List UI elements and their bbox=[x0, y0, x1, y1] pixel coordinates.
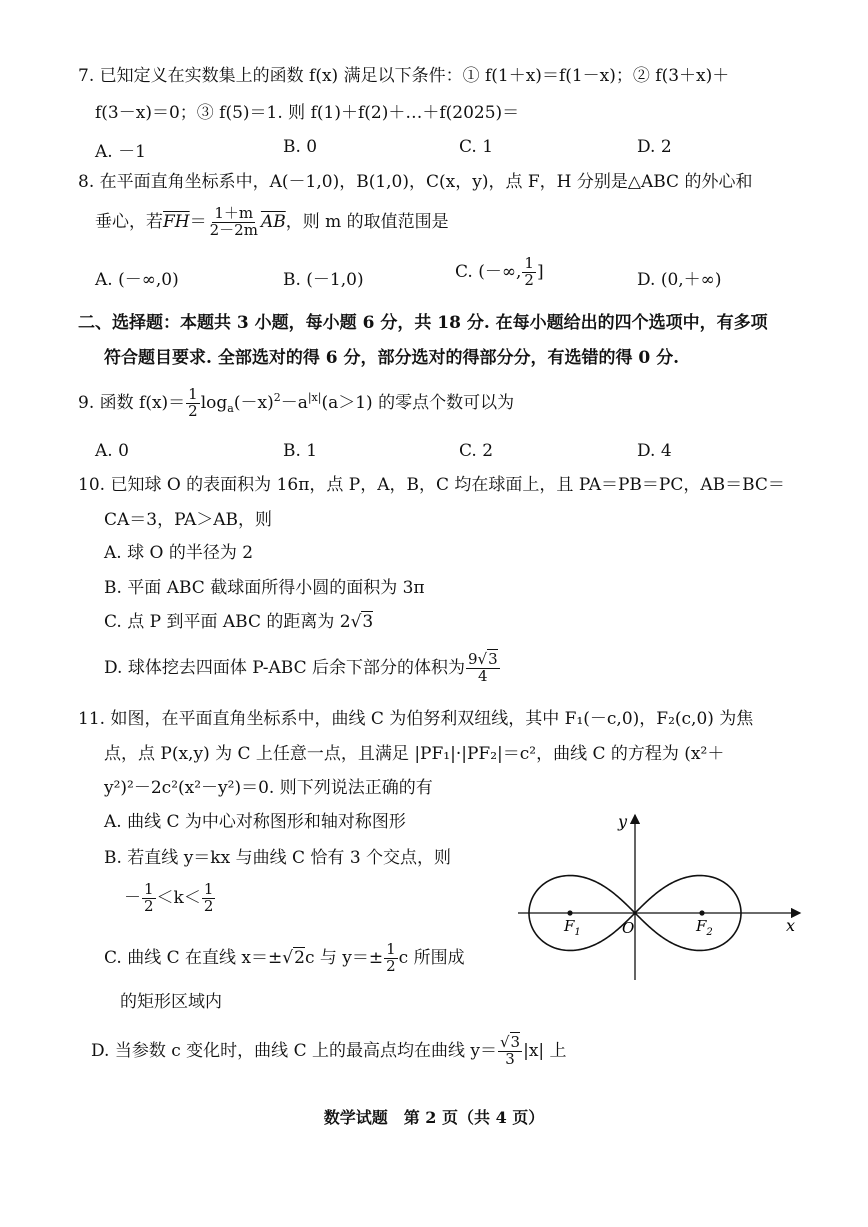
q9-sq: 2 bbox=[273, 391, 281, 405]
q8-option-a: A. (－∞,0) bbox=[95, 270, 179, 290]
focus-f2-sub: 2 bbox=[706, 927, 713, 938]
q10-option-c-radical: √3 bbox=[350, 612, 374, 632]
q10-option-c-text: C. 点 P 到平面 ABC 的距离为 2 bbox=[104, 612, 351, 632]
q11-option-c-text-b: c 与 y＝± bbox=[304, 947, 384, 968]
y-axis-label: y bbox=[618, 812, 628, 831]
page-footer: 数学试题 第 2 页（共 4 页） bbox=[323, 1108, 545, 1127]
q11-option-c-line1 bbox=[104, 942, 465, 975]
section2-line2: 符合题目要求. 全部选对的得 6 分，部分选对的得部分分，有选错的得 0 分. bbox=[104, 348, 680, 368]
q8-option-b: B. (－1,0) bbox=[283, 270, 364, 290]
lemniscate-figure bbox=[510, 805, 810, 990]
q7-line1: 7. 已知定义在实数集上的函数 f(x) 满足以下条件：① f(1＋x)＝f(1－x)；② f(3＋x)＋ bbox=[78, 66, 730, 86]
q11-option-d-frac bbox=[498, 1035, 522, 1068]
q8-option-c-num: 1 bbox=[524, 254, 534, 272]
focus-f1-label bbox=[563, 917, 581, 938]
q8-option-c bbox=[455, 256, 544, 289]
focus-f2-label bbox=[695, 917, 713, 938]
q11-option-d-text-b: |x| 上 bbox=[523, 1040, 567, 1061]
q10-option-d-num-coef: 9 bbox=[467, 650, 478, 668]
q8-frac-num: 1＋m bbox=[214, 204, 254, 222]
q10-option-d bbox=[104, 652, 501, 685]
q10-option-d-num: 9√3 bbox=[467, 650, 498, 668]
q9-suffix: (a＞1) 的零点个数可以为 bbox=[321, 392, 515, 413]
q9-arg: (－x) bbox=[233, 392, 274, 413]
q8-text-b: ，则 m 的取值范围是 bbox=[285, 211, 449, 232]
q11-line3: y²)²－2c²(x²－y²)＝0. 则下列说法正确的有 bbox=[104, 778, 433, 798]
q9-fraction bbox=[186, 387, 200, 420]
q11-option-c-text-c: c 所围成 bbox=[398, 947, 465, 968]
q10-option-b: B. 平面 ABC 截球面所得小圆的面积为 3π bbox=[104, 578, 425, 598]
q8-line2 bbox=[95, 206, 449, 239]
q11-option-c-num: 1 bbox=[386, 940, 396, 958]
q7-option-a: A. －1 bbox=[95, 142, 146, 162]
q8-eq: ＝ bbox=[189, 211, 207, 232]
q11-line1: 11. 如图，在平面直角坐标系中，曲线 C 为伯努利双纽线，其中 F₁(－c,0)，F₂(c,0) 为焦 bbox=[78, 709, 754, 729]
focus-f1-letter: F bbox=[564, 917, 575, 935]
origin-label: O bbox=[622, 919, 635, 937]
q11-option-c-radicand: 2 bbox=[294, 947, 305, 968]
q9-log: log bbox=[200, 392, 228, 413]
q11-line2: 点，点 P(x,y) 为 C 上任意一点，且满足 |PF₁|·|PF₂|＝c²，曲线 C 的方程为 (x²＋ bbox=[104, 744, 725, 764]
q10-option-a: A. 球 O 的半径为 2 bbox=[104, 543, 254, 563]
focus-f1-point bbox=[567, 910, 572, 915]
q11-option-d-num: √3 bbox=[499, 1033, 521, 1051]
q10-option-c-radicand: 3 bbox=[362, 612, 374, 632]
focus-f2-letter: F bbox=[696, 917, 707, 935]
q9-option-b: B. 1 bbox=[283, 441, 318, 461]
q10-line2: CA＝3，PA＞AB，则 bbox=[104, 510, 273, 530]
q11-option-b-num-left: 1 bbox=[144, 880, 154, 898]
q8-option-c-frac bbox=[522, 256, 536, 289]
q9-frac-num: 1 bbox=[188, 385, 198, 403]
q11-option-c-radical: √2 bbox=[282, 947, 305, 968]
q9-log-sub: a bbox=[227, 402, 234, 416]
q8-fraction bbox=[208, 206, 260, 239]
x-axis-label: x bbox=[786, 916, 796, 935]
q11-option-b-num-right: 1 bbox=[203, 880, 214, 898]
q11-option-b-frac-left bbox=[142, 882, 156, 915]
q9-prefix: 9. 函数 f(x)＝ bbox=[78, 392, 186, 413]
q11-option-b-line2 bbox=[124, 882, 216, 915]
q9-exp: |x| bbox=[307, 391, 322, 405]
q11-option-b-line1: B. 若直线 y＝kx 与曲线 C 恰有 3 个交点，则 bbox=[104, 848, 452, 868]
q11-option-b-den-left: 2 bbox=[144, 896, 154, 915]
q11-option-a: A. 曲线 C 为中心对称图形和轴对称图形 bbox=[104, 812, 406, 832]
q8-frac-den: 2－2m bbox=[209, 220, 258, 239]
q11-option-d-den: 3 bbox=[505, 1049, 515, 1068]
q11-option-b-den-right: 2 bbox=[203, 896, 214, 915]
q11-option-c-den: 2 bbox=[386, 956, 396, 975]
q11-option-b-minus: － bbox=[124, 887, 141, 908]
q10-option-c bbox=[104, 612, 373, 632]
q8-option-c-text: C. (－∞, bbox=[455, 261, 522, 282]
q7-option-b: B. 0 bbox=[283, 137, 318, 157]
q7-line2: f(3－x)＝0；③ f(5)＝1. 则 f(1)＋f(2)＋…＋f(2025)＝ bbox=[95, 103, 520, 123]
q9-option-a: A. 0 bbox=[95, 441, 129, 461]
q8-option-d: D. (0,＋∞) bbox=[637, 270, 722, 290]
focus-f2-point bbox=[699, 910, 704, 915]
q8-option-c-close: ] bbox=[536, 261, 544, 282]
q11-option-b-frac-right bbox=[202, 882, 216, 915]
q8-line1: 8. 在平面直角坐标系中，A(－1,0)，B(1,0)，C(x，y)，点 F，H 分别是△ABC 的外心和 bbox=[78, 172, 753, 192]
q9-minus: －a bbox=[280, 392, 308, 413]
q8-vector-fh: $\overline{FH}$ bbox=[163, 211, 190, 232]
focus-f1-sub: 1 bbox=[574, 927, 581, 938]
q11-option-c-text-a: C. 曲线 C 在直线 x＝± bbox=[104, 947, 283, 968]
q8-option-c-den: 2 bbox=[524, 270, 534, 289]
q10-line1: 10. 已知球 O 的表面积为 16π，点 P，A，B，C 均在球面上，且 PA＝PB＝PC，AB＝BC＝ bbox=[78, 475, 785, 495]
q11-option-d-num-rad: 3 bbox=[510, 1033, 521, 1051]
q8-text-a: 垂心，若 bbox=[95, 211, 163, 232]
q9-option-c: C. 2 bbox=[459, 441, 494, 461]
q7-option-d: D. 2 bbox=[637, 137, 672, 157]
q11-option-d bbox=[91, 1035, 567, 1068]
q10-option-d-den: 4 bbox=[478, 666, 488, 685]
section2-line1: 二、选择题：本题共 3 小题，每小题 6 分，共 18 分. 在每小题给出的四个选项中，有多项 bbox=[78, 313, 768, 333]
q11-option-c-line2: 的矩形区域内 bbox=[120, 992, 222, 1012]
q11-option-b-ineq: ＜k＜ bbox=[156, 887, 201, 908]
q9-frac-den: 2 bbox=[188, 401, 198, 420]
q8-vector-ab: $\overline{AB}$ bbox=[260, 211, 286, 232]
q7-option-c: C. 1 bbox=[459, 137, 494, 157]
q10-option-d-num-rad: 3 bbox=[488, 650, 498, 668]
q10-option-d-text: D. 球体挖去四面体 P-ABC 后余下部分的体积为 bbox=[104, 657, 465, 678]
q11-option-c-frac bbox=[384, 942, 398, 975]
q10-option-d-frac bbox=[466, 652, 500, 685]
q9-line bbox=[78, 387, 514, 420]
q9-option-d: D. 4 bbox=[637, 441, 672, 461]
q11-option-d-text-a: D. 当参数 c 变化时，曲线 C 上的最高点均在曲线 y＝ bbox=[91, 1040, 497, 1061]
